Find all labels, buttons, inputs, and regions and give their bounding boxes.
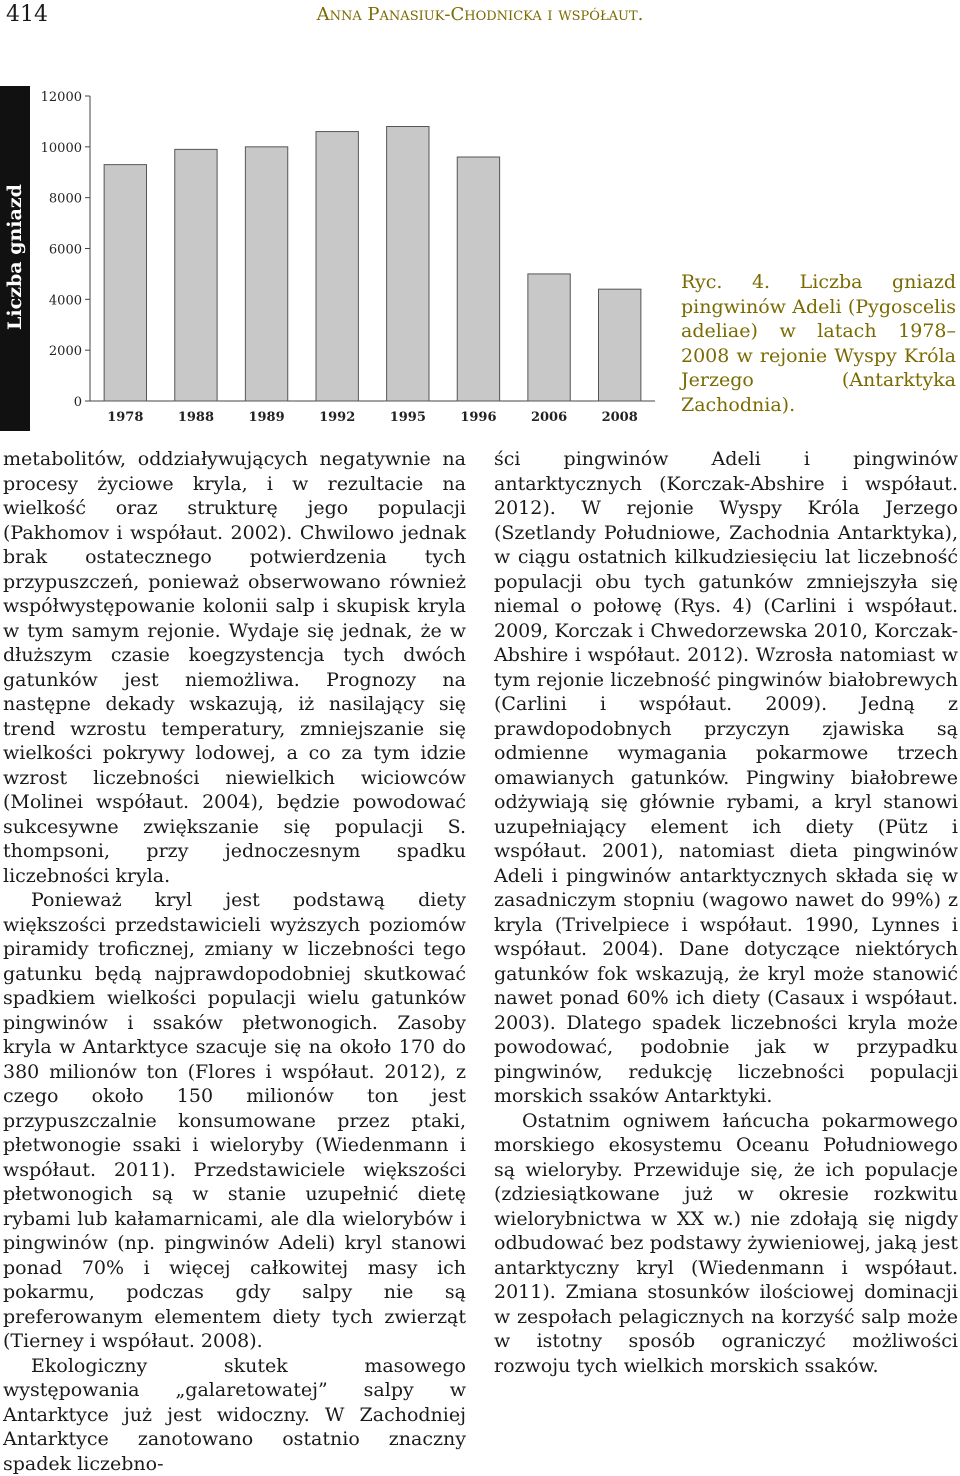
x-tick-label: 2006: [531, 410, 567, 425]
bar-chart-svg: [30, 86, 660, 431]
bar: [387, 127, 429, 402]
y-axis-label-band: [0, 86, 30, 431]
bar: [599, 289, 641, 401]
y-tick-label: 8000: [49, 192, 82, 207]
y-tick-label: 4000: [49, 293, 82, 308]
bar: [528, 274, 570, 401]
x-tick-label: 1995: [390, 410, 426, 425]
x-tick-label: 2008: [602, 410, 638, 425]
bar: [457, 157, 499, 401]
x-tick-label: 1996: [460, 410, 496, 425]
bar: [175, 149, 217, 401]
y-tick-label: 10000: [41, 141, 82, 156]
paragraph: Ostatnim ogniwem łańcucha pokarmowego morskiego ekosystemu Oceanu Południowego są wieloryby. Przewiduje się, że ich populacje (zdziesiątkowane już w okresie rozkwitu wielorybnictwa w XX w.) nie zdołają się nigdy odbudować bez podstawy żywieniowej, jaką jest antarktyczny kryl (Wiedenmann i współaut. 2011). Zmiana stosunków ilościowej dominacji w zespołach pelagicznych na korzyść salp może w istotny sposób ograniczyć możliwości rozwoju tych wielkich morskich ssaków.: [494, 1109, 958, 1379]
y-axis-label: Liczba gniazd: [4, 102, 26, 412]
running-head: Anna Panasiuk-Chodnicka i współaut.: [0, 4, 960, 25]
x-tick-label: 1989: [248, 410, 284, 425]
paragraph: Ekologiczny skutek masowego występowania „galaretowatej” salpy w Antarktyce już jest widoczny. W Zachodniej Antarktyce zanotowano ostatnio znaczny spadek liczebno-: [3, 1354, 466, 1476]
y-tick-label: 2000: [49, 344, 82, 359]
x-tick-label: 1978: [107, 410, 143, 425]
paragraph: metabolitów, oddziaływujących negatywnie na procesy życiowe kryla, i w rezultacie na wielkość oraz strukturę jego populacji (Pakhomov i współaut. 2002). Chwilowo jednak brak ostatecznego potwierdzenia tych przypuszczeń, ponieważ obserwowano również współwystępowanie kolonii salp i skupisk kryla w tym samym rejonie. Wydaje się jednak, że w dłuższym czasie koegzystencja tych dwóch gatunków jest niemożliwa. Prognozy na następne dekady wskazują, iż nasilający się trend wzrostu temperatury, zmniejszanie się wielkości pokrywy lodowej, a co za tym idzie wzrost liczebności niewielkich wiciowców (Molinei współaut. 2004), będzie powodować sukcesywne zwiększanie się populacji S. thompsoni, przy jednoczesnym spadku liczebności kryla.: [3, 447, 466, 888]
paragraph: ści pingwinów Adeli i pingwinów antarktycznych (Korczak-Abshire i współaut. 2012). W rejonie Wyspy Króla Jerzego (Szetlandy Południowe, Zachodnia Antarktyka), w ciągu ostatnich kilkudziesięciu lat liczebność populacji obu tych gatunków zmniejszyła się niemal o połowę (Rys. 4) (Carlini i współaut. 2009, Korczak i Chwedorzewska 2010, Korczak-Abshire i współaut. 2012). Wzrosła natomiast w tym rejonie liczebność pingwinów białobrewych (Carlini i współaut. 2009). Jedną z prawdopodobnych przyczyn zjawiska są odmienne wymagania pokarmowe trzech omawianych gatunków. Pingwiny białobrewe odżywiają się głównie rybami, a kryl stanowi uzupełniający element ich diety (Pütz i współaut. 2001), natomiast dieta pingwinów Adeli i pingwinów antarktycznych składa się w zasadniczym stopniu (wagowo nawet do 99%) z kryla (Trivelpiece i współaut. 1990, Lynnes i współaut. 2004). Dane dotyczące niektórych gatunków fok wskazują, że kryl może stanowić nawet ponad 60% ich diety (Casaux i współaut. 2003). Dlatego spadek liczebności kryla może powodować, podobnie jak w przypadku pingwinów, redukcję liczebności populacji morskich ssaków Antarktyki.: [494, 447, 958, 1109]
x-tick-label: 1992: [319, 410, 355, 425]
x-tick-label: 1988: [178, 410, 214, 425]
figure-caption: Ryc. 4. Liczba gniazd pingwinów Adeli (Pygoscelis adeliae) w latach 1978–2008 w rejonie Wyspy Króla Jerzego (Antarktyka Zachodnia).: [681, 270, 956, 417]
paragraph: Ponieważ kryl jest podstawą diety większości przedstawicieli wyższych poziomów piramidy troficznej, zmiany w liczebności tego gatunku będą najprawdopodobniej skutkować spadkiem wielkości populacji wielu gatunków pingwinów i ssaków płetwonogich. Zasoby kryla w Antarktyce szacuje się na około 170 do 380 milionów ton (Flores i współaut. 2012), z czego około 150 milionów ton jest przypuszczalnie konsumowane przez ptaki, płetwonogie ssaki i wieloryby (Wiedenmann i współaut. 2011). Przedstawiciele większości płetwonogich są w stanie uzupełnić dietę rybami lub kałamarnicami, ale dla wielorybów i pingwinów (np. pingwinów Adeli) kryl stanowi ponad 70% i więcej całkowitej masy ich pokarmu, podczas gdy salpy nie są preferowanym elementem diety tych zwierząt (Tierney i współaut. 2008).: [3, 888, 466, 1354]
left-column: [3, 447, 466, 1476]
bar: [104, 165, 146, 401]
page-header: [0, 0, 960, 30]
right-column: [494, 447, 958, 1378]
page-number: 414: [6, 2, 48, 27]
bar: [245, 147, 287, 401]
y-tick-label: 12000: [41, 90, 82, 105]
nest-count-chart: [0, 86, 660, 438]
y-tick-label: 0: [74, 395, 82, 410]
y-tick-label: 6000: [49, 243, 82, 258]
bar: [316, 132, 358, 401]
